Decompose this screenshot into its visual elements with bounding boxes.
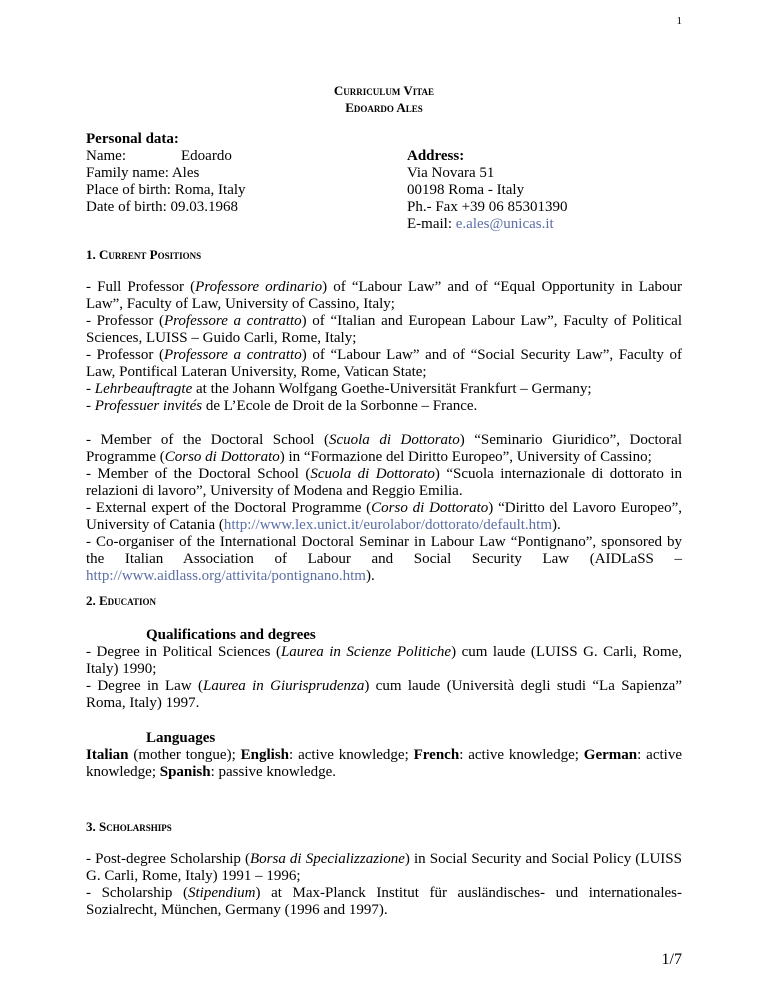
document-title [0,82,768,116]
doctoral-item: - Member of the Doctoral School (Scuola di Dottorato) “Scuola internazionale di dottorato in relazioni di lavoro”, University of Modena and Reggio Emilia. [86,466,682,499]
address-heading: Address: [407,148,465,164]
scholarship-item: - Scholarship (Stipendium) at Max-Planck Institut für ausländisches- und internationales-Sozialrecht, München, Germany (1996 and 1997). [86,885,682,918]
birth-date: Date of birth: 09.03.1968 [86,199,239,215]
address-line-1: Via Novara 51 [407,165,495,181]
title-line-1: Curriculum Vitae [333,83,435,98]
position-item: - Professor (Professore a contratto) of “Labour Law” and of “Social Security Law”, Faculty of Law, Pontifical Lateran University, Rome, Vatican State; [86,347,682,380]
section-current-positions [86,246,682,585]
section-scholarships [86,818,682,919]
position-item: - Lehrbeauftragte at the Johann Wolfgang Goethe-Universität Frankfurt – Germany; [86,381,592,397]
position-item: - Professuer invités de L’Ecole de Droit de la Sorbonne – France. [86,398,478,414]
family-label: Family name: [86,165,169,181]
section-heading-positions: 1. Current Positions [86,247,202,262]
section-education [86,592,682,781]
catania-link[interactable]: http://www.lex.unict.it/eurolabor/dottorato/default.htm [223,517,553,533]
doctoral-item: - Co-organiser of the International Doctoral Seminar in Labour Law “Pontignano”, sponsored by the Italian Association of Labour and Social Security Law (AIDLaSS – http://www.aidlass.org/attivita/pontignano.htm). [86,534,682,584]
page-number: 1 [676,15,682,27]
family-value: Ales [171,165,200,181]
subheading-qualifications: Qualifications and degrees [146,627,316,643]
doctoral-item: - Member of the Doctoral School (Scuola di Dottorato) “Seminario Giuridico”, Doctoral Programme (Corso di Dottorato) in “Formazione del Diritto Europeo”, University of Cassino; [86,432,682,465]
address-line-2: 00198 Roma - Italy [407,182,525,198]
section-heading-scholarships: 3. Scholarships [86,819,172,834]
email-row [407,216,568,233]
degree-item: - Degree in Political Sciences (Laurea in Scienze Politiche) cum laude (LUISS G. Carli, Rome, Italy) 1990; [86,644,682,677]
address-line-3: Ph.- Fax +39 06 85301390 [407,199,568,215]
languages-text: Italian (mother tongue); English: active knowledge; French: active knowledge; German: active knowledge; Spanish: passive knowledge. [86,747,682,780]
address-block [407,148,568,233]
position-item: - Professor (Professore a contratto) of “Italian and European Labour Law”, Faculty of Political Sciences, LUISS – Guido Carli, Rome, Italy; [86,313,682,346]
degree-item: - Degree in Law (Laurea in Giurisprudenza) cum laude (Università degli studi “La Sapienza” Roma, Italy) 1997. [86,678,682,711]
email-label: E-mail: [407,216,456,232]
personal-heading: Personal data: [86,131,179,147]
name-value: Edoardo [181,148,232,164]
name-row [86,148,682,165]
page-footer-number: 1/7 [661,951,682,968]
subheading-languages: Languages [146,730,216,746]
title-line-2: Edoardo Ales [345,100,423,115]
section-heading-education: 2. Education [86,593,157,608]
email-link[interactable]: e.ales@unicas.it [455,216,554,232]
aidlass-link[interactable]: http://www.aidlass.org/attivita/pontignano.htm [86,568,366,584]
position-item: - Full Professor (Professore ordinario) of “Labour Law” and of “Equal Opportunity in Labour Law”, Faculty of Law, University of Cassino, Italy; [86,279,683,312]
personal-data [86,131,682,216]
doctoral-item: - External expert of the Doctoral Programme (Corso di Dottorato) “Diritto del Lavoro Europeo”, University of Catania (http://www.lex.unict.it/eurolabor/dottorato/default.htm). [86,500,682,533]
family-row [86,165,682,182]
name-label: Name: [86,148,126,164]
birth-place: Place of birth: Roma, Italy [86,182,246,198]
scholarship-item: - Post-degree Scholarship (Borsa di Specializzazione) in Social Security and Social Policy (LUISS G. Carli, Rome, Italy) 1991 – 1996; [86,851,682,884]
